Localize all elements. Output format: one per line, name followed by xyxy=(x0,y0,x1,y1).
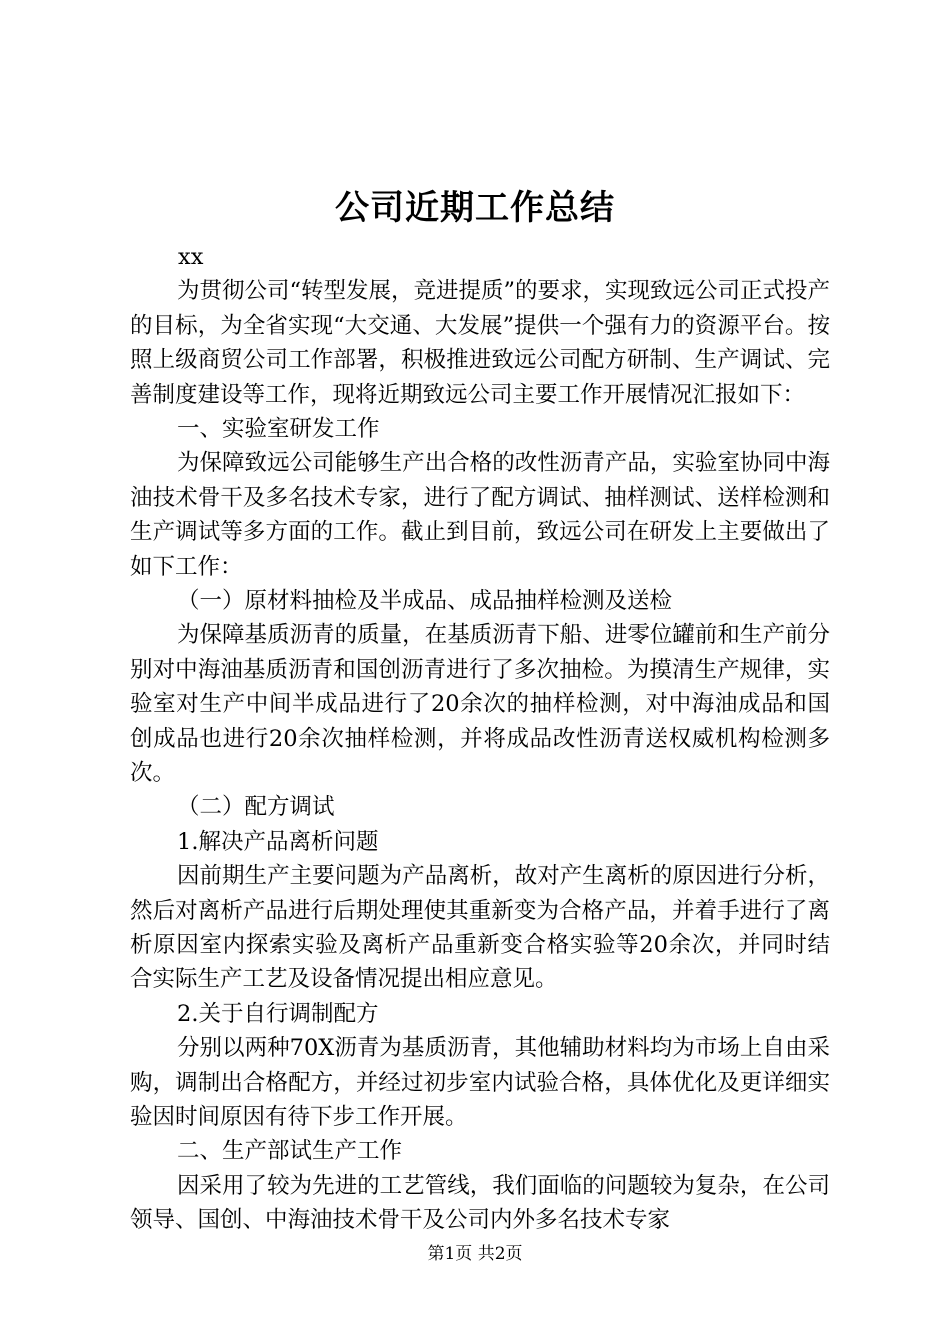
section-heading-lab: 一、实验室研发工作 xyxy=(177,416,380,443)
paragraph-custom-formula: 分别以两种70X沥青为基质沥青，其他辅助材料均为市场上自由采购，调制出合格配方，并经过初步室内试验合格，具体优化及更详细实验因时间原因有待下步工作开展。 xyxy=(130,1035,830,1131)
paragraph-sampling: 为保障基质沥青的质量，在基质沥青下船、进零位罐前和生产前分别对中海油基质沥青和国创沥青进行了多次抽检。为摸清生产规律，实验室对生产中间半成品进行了20余次的抽样检测，对中海油成品和国创成品也进行20余次抽样检测，并将成品改性沥青送权威机构检测多次。 xyxy=(130,622,830,787)
subsection-heading-formula: （二）配方调试 xyxy=(177,794,335,821)
item-heading-segregation: 1.解决产品离析问题 xyxy=(177,828,379,855)
paragraph-lab-summary: 为保障致远公司能够生产出合格的改性沥青产品，实验室协同中海油技术骨干及多名技术专家，进行了配方调试、抽样测试、送样检测和生产调试等多方面的工作。截止到目前，致远公司在研发上主要做出了如下工作： xyxy=(130,450,830,580)
author-line: xx xyxy=(178,244,204,270)
page-footer: 第1页 共2页 xyxy=(427,1244,523,1264)
document-body xyxy=(130,240,830,1238)
document-title: 公司近期工作总结 xyxy=(335,188,615,228)
paragraph-production: 因采用了较为先进的工艺管线，我们面临的问题较为复杂，在公司领导、国创、中海油技术骨干及公司内外多名技术专家 xyxy=(130,1172,830,1234)
paragraph-segregation: 因前期生产主要问题为产品离析，故对产生离析的原因进行分析，然后对离析产品进行后期处理使其重新变为合格产品，并着手进行了离析原因室内探索实验及离析产品重新变合格实验等20余次，并同时结合实际生产工艺及设备情况提出相应意见。 xyxy=(130,863,830,993)
subsection-heading-sampling: （一）原材料抽检及半成品、成品抽样检测及送检 xyxy=(177,588,673,615)
paragraph-intro: 为贯彻公司“转型发展，竞进提质”的要求，实现致远公司正式投产的目标，为全省实现“大交通、大发展”提供一个强有力的资源平台。按照上级商贸公司工作部署，积极推进致远公司配方研制、生产调试、完善制度建设等工作，现将近期致远公司主要工作开展情况汇报如下： xyxy=(130,278,831,408)
section-heading-production: 二、生产部试生产工作 xyxy=(177,1138,403,1165)
item-heading-custom-formula: 2.关于自行调制配方 xyxy=(177,1000,379,1027)
